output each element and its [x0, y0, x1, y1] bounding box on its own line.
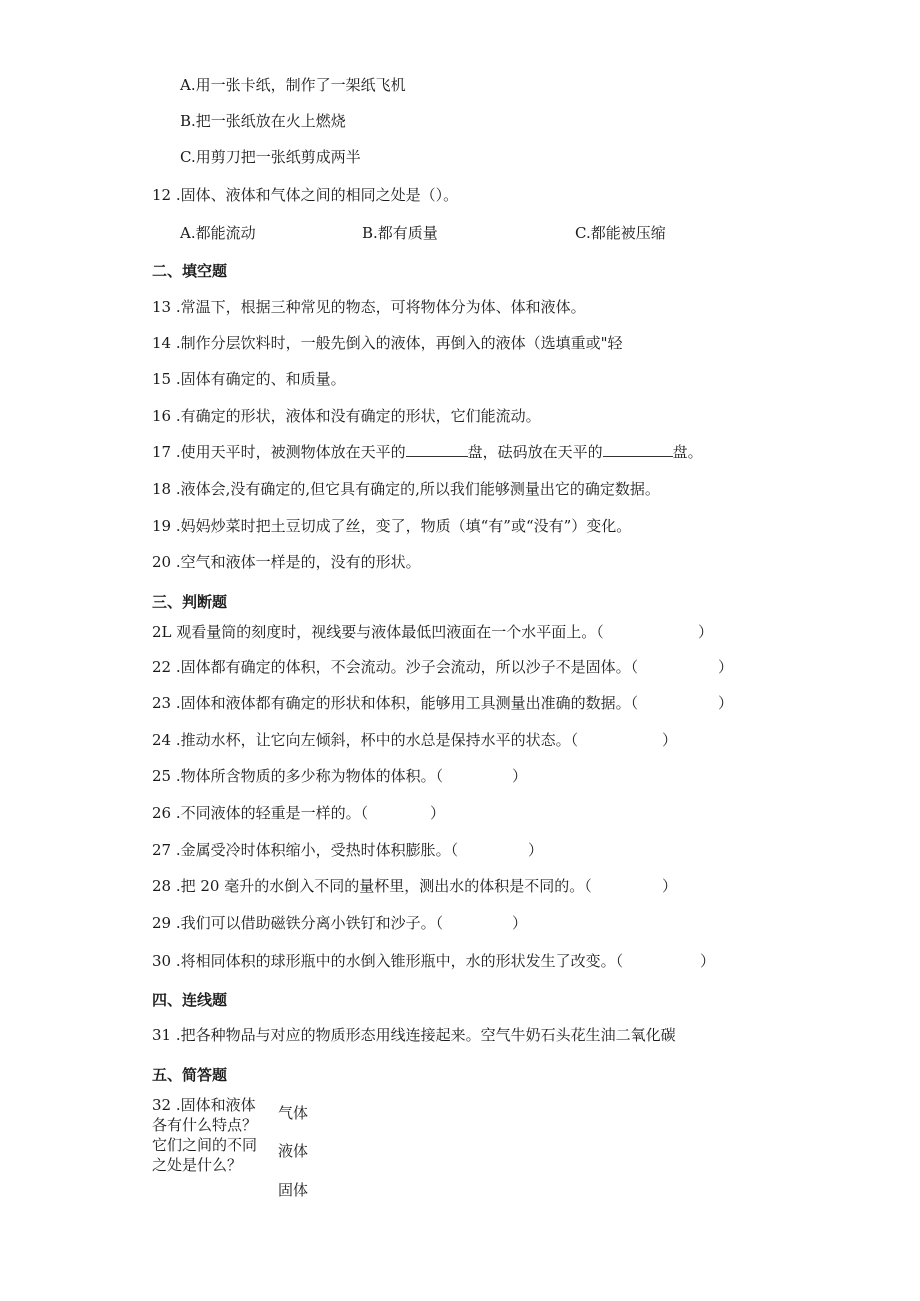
section-judgement-title: 三、判断题	[152, 593, 228, 611]
q20-text: 20 .空气和液体一样是的，没有的形状。	[152, 553, 421, 571]
section-short-answer-title: 五、简答题	[152, 1066, 228, 1084]
q15-text: 15 .固体有确定的、和质量。	[152, 370, 346, 388]
q11-option-c: C.用剪刀把一张纸剪成两半	[180, 148, 361, 166]
q23-close-paren: ）	[718, 694, 734, 712]
q18-text: 18 .液体会,没有确定的,但它具有确定的,所以我们能够测量出它的确定数据。	[152, 480, 660, 498]
q17-blank-1[interactable]	[406, 442, 468, 457]
q22-text: 22 .固体都有确定的体积，不会流动。沙子会流动，所以沙子不是固体。（	[152, 658, 639, 676]
state-label-gas: 气体	[278, 1104, 309, 1122]
q17-part3: 盘。	[672, 443, 703, 461]
q17-part2: 盘，砝码放在天平的	[467, 443, 603, 461]
state-label-solid: 固体	[278, 1181, 309, 1199]
q14-text: 14 .制作分层饮料时，一般先倒入的液体，再倒入的液体（选填重或"轻	[152, 334, 623, 352]
q11-option-b: B.把一张纸放在火上燃烧	[180, 112, 346, 130]
q22-close-paren: ）	[718, 658, 734, 676]
q30-text: 30 .将相同体积的球形瓶中的水倒入锥形瓶中，水的形状发生了改变。（	[152, 952, 624, 970]
q17-part1: 17 .使用天平时，被测物体放在天平的	[152, 443, 406, 461]
q25-text: 25 .物体所含物质的多少称为物体的体积。（	[152, 767, 444, 785]
q28-close-paren: ）	[662, 877, 678, 895]
q28-text: 28 .把 20 毫升的水倒入不同的量杯里，测出水的体积是不同的。（	[152, 877, 592, 895]
state-label-liquid: 液体	[278, 1142, 309, 1160]
section-matching-title: 四、连线题	[152, 991, 228, 1009]
q21-text: 2L 观看量筒的刻度时，视线要与液体最低凹液面在一个水平面上。（	[152, 623, 604, 641]
q26-text: 26 .不同液体的轻重是一样的。（	[152, 804, 369, 822]
q27-text: 27 .金属受冷时体积缩小，受热时体积膨胀。（	[152, 841, 459, 859]
q31-text: 31 .把各种物品与对应的物质形态用线连接起来。空气牛奶石头花生油二氧化碳	[152, 1026, 676, 1044]
q29-text: 29 .我们可以借助磁铁分离小铁钉和沙子。（	[152, 914, 444, 932]
q27-close-paren: ）	[528, 841, 544, 859]
q19-text: 19 .妈妈炒菜时把土豆切成了丝，变了，物质（填“有”或“没有”）变化。	[152, 517, 632, 535]
q17-blank-2[interactable]	[603, 442, 673, 457]
q12-option-a: A.都能流动	[180, 224, 256, 242]
q11-option-a: A.用一张卡纸，制作了一架纸飞机	[180, 76, 406, 94]
q21-close-paren: ）	[698, 623, 714, 641]
q12-option-c: C.都能被压缩	[575, 224, 666, 242]
q29-close-paren: ）	[512, 914, 528, 932]
q17-text	[152, 442, 703, 462]
q24-close-paren: ）	[662, 731, 678, 749]
q26-close-paren: ）	[430, 804, 446, 822]
q30-close-paren: ）	[700, 952, 716, 970]
section-fill-blank-title: 二、填空题	[152, 262, 228, 280]
q25-close-paren: ）	[512, 767, 528, 785]
q24-text: 24 .推动水杯，让它向左倾斜，杯中的水总是保持水平的状态。（	[152, 731, 579, 749]
q16-text: 16 .有确定的形状，液体和没有确定的形状，它们能流动。	[152, 407, 541, 425]
q13-text: 13 .常温下，根据三种常见的物态，可将物体分为体、体和液体。	[152, 298, 586, 316]
q12-text: 12 .固体、液体和气体之间的相同之处是（）。	[152, 186, 459, 204]
q32-text: 32 .固体和液体各有什么特点？它们之间的不同之处是什么？	[152, 1096, 258, 1174]
q23-text: 23 .固体和液体都有确定的形状和体积，能够用工具测量出准确的数据。（	[152, 694, 639, 712]
q12-option-b: B.都有质量	[362, 224, 438, 242]
